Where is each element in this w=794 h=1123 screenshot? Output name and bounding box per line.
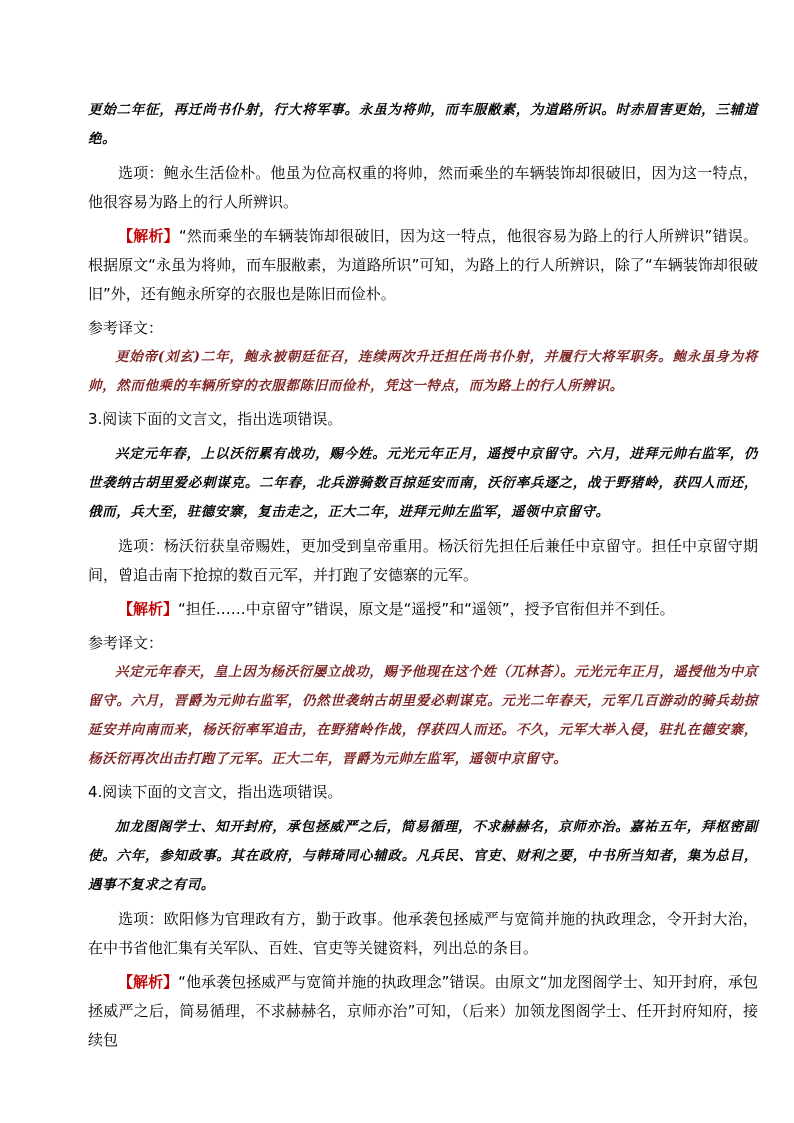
original-text-passage: 加龙图阁学士、知开封府，承包拯威严之后，简易循理，不求赫赫名，京师亦治。嘉祐五年，拜枢密副使。六年，参知政事。其在政府，与韩琦同心辅政。凡兵民、官吏、财利之要，中书所当知者，集为总目，遇事不复求之有司。 xyxy=(88,819,758,893)
analysis-paragraph xyxy=(88,968,758,1055)
analysis-text: “担任……中京留守”错误，原文是“遥授”和“遥领”，授予官衔但并不到任。 xyxy=(178,600,675,618)
analysis-tag: 【解析】 xyxy=(118,973,179,991)
analysis-text: “然而乘坐的车辆装饰却很破旧，因为这一特点，他很容易为路上的行人所辨识”错误。根据原文“永虽为将帅，而车服敝素，为道路所识”可知，为路上的行人所辨识，除了“车辆装饰却很破旧”外，还有鲍永所穿的衣服也是陈旧而俭朴。 xyxy=(88,227,758,303)
analysis-paragraph xyxy=(88,222,758,309)
analysis-tag: 【解析】 xyxy=(118,227,179,245)
translation-label: 参考译文： xyxy=(88,319,164,337)
analysis-paragraph xyxy=(88,595,758,624)
option-text: 选项：鲍永生活俭朴。他虽为位高权重的将帅，然而乘坐的车辆装饰却很破旧，因为这一特点，他很容易为路上的行人所辨识。 xyxy=(88,164,758,211)
original-text-passage: 更始二年征，再迁尚书仆射，行大将军事。永虽为将帅，而车服敝素，为道路所识。时赤眉害更始，三辅道绝。 xyxy=(88,102,758,147)
option-text: 选项：欧阳修为官理政有方，勤于政事。他承袭包拯威严与宽简并施的执政理念，令开封大治，在中书省他汇集有关军队、百姓、官吏等关键资料，列出总的条目。 xyxy=(88,910,758,957)
translation-text: 兴定元年春天，皇上因为杨沃衍屡立战功，赐予他现在这个姓（兀林荅）。元光元年正月，遥授他为中京留守。六月，晋爵为元帅右监军，仍然世袭纳古胡里爱必剌谋克。元光二年春天，元军几百游动的骑兵劫掠延安并向南而来，杨沃衍率军追击，在野猪岭作战，俘获四人而还。不久，元军大举入侵，驻扎在德安寨，杨沃衍再次出击打跑了元军。正大二年，晋爵为元帅左监军，遥领中京留守。 xyxy=(88,664,758,767)
question-title: 4.阅读下面的文言文，指出选项错误。 xyxy=(88,783,343,801)
analysis-tag: 【解析】 xyxy=(118,600,179,618)
option-text: 选项：杨沃衍获皇帝赐姓，更加受到皇帝重用。杨沃衍先担任后兼任中京留守。担任中京留守期间，曾追击南下抢掠的数百元军，并打跑了安德寨的元军。 xyxy=(88,537,758,584)
question-title: 3.阅读下面的文言文，指出选项错误。 xyxy=(88,410,343,428)
translation-text: 更始帝(刘玄)二年，鲍永被朝廷征召，连续两次升迁担任尚书仆射，并履行大将军职务。鲍永虽身为将帅，然而他乘的车辆所穿的衣服都陈旧而俭朴，凭这一特点，而为路上的行人所辨识。 xyxy=(88,349,758,394)
original-text-passage: 兴定元年春，上以沃衍累有战功，赐今姓。元光元年正月，遥授中京留守。六月，进拜元帅右监军，仍世袭纳古胡里爱必剌谋克。二年春，北兵游骑数百掠延安而南，沃衍率兵逐之，战于野猪岭，获四人而还，俄而，兵大至，驻德安寨，复击走之，正大二年，进拜元帅左监军，遥领中京留守。 xyxy=(88,446,758,520)
translation-label: 参考译文： xyxy=(88,634,164,652)
analysis-text: “他承袭包拯威严与宽简并施的执政理念”错误。由原文“加龙图阁学士、知开封府，承包拯威严之后，简易循理，不求赫赫名，京师亦治”可知，（后来）加领龙图阁学士、任开封府知府，接续包 xyxy=(88,973,758,1049)
